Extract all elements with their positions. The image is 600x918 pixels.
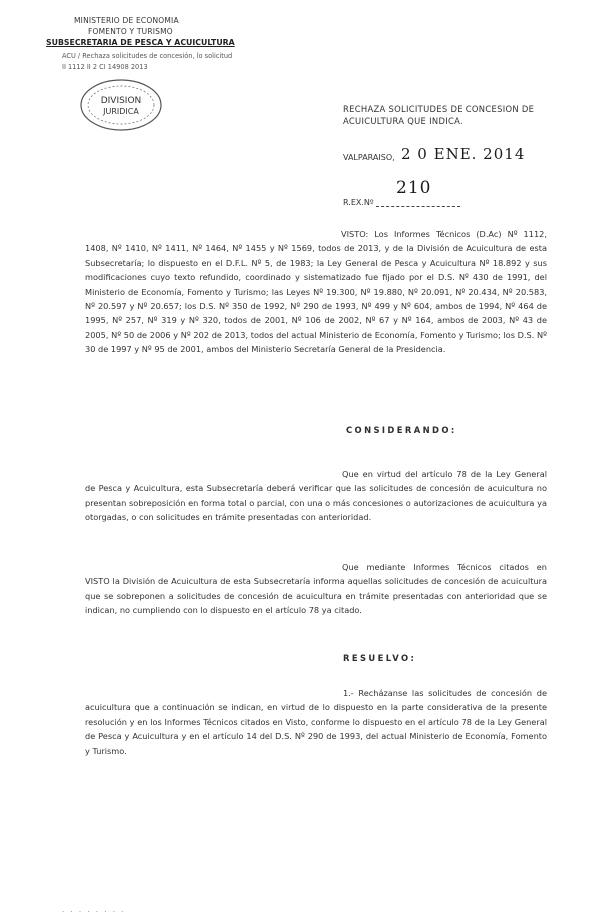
subsecretaria-title: SUBSECRETARIA DE PESCA Y ACUICULTURA [46,38,235,47]
resolution-number: 210 [396,178,432,198]
ministry-line-2: FOMENTO Y TURISMO [88,27,173,36]
considerando-2-rest: VISTO la División de Acuicultura de esta Subsecretaría informa aquellas solicitudes de concesión de acuicultura que se sobreponen a solicitudes de concesión de acuicultura en trámite presentadas con anterioridad que se indican, no cumpliendo con lo dispuesto en el artículo 78 ya citado. [85,576,547,616]
ministry-line: MINISTERIO DE ECONOMIA [74,16,179,25]
resuelvo-heading: RESUELVO: [343,653,417,663]
resuelvo-1 [85,686,547,758]
city-label: VALPARAISO, [343,153,395,162]
considerando-1 [85,467,547,525]
resolution-underline [376,206,460,207]
stamp-line-1: DIVISION [100,96,142,106]
considerando-1-rest: General de Pesca y Acuicultura, esta Subsecretaría deberá verificar que las solicitudes de concesión de acuicultura no presentan sobreposición en forma total o parcial, con una o más concesiones o autorizaciones de acuicultura ya otorgadas, o con solicitudes en trámite presentadas con anterioridad. [85,469,547,523]
stamp-graphic [78,78,164,132]
reference-line-2: II 1112 II 2 CI 14908 2013 [62,63,148,71]
reference-line-1: ACU / Rechaza solicitudes de concesión, lo solicitud [62,52,233,60]
considerando-1-start: Que en virtud del artículo 78 de la Ley [342,469,511,479]
resuelvo-1-start: 1.- Recházanse las solicitudes de concesión [343,688,533,698]
resuelvo-1-rest: de acuicultura que a continuación se indican, en virtud de lo dispuesto en la parte considerativa de la presente resolución y en los Informes Técnicos citados en Visto, conforme lo dispuesto en el artículo 78 de la Ley General de Pesca y Acuicultura y en el artículo 14 del D.S. Nº 290 de 1993, del actual Ministerio de Economía, Fomento y Turismo. [85,688,548,756]
visto-paragraph: VISTO: Los Informes Técnicos (D.Ac) Nº 1112, 1408, Nº 1410, Nº 1411, Nº 1464, Nº 1455 y Nº 1569, todos de 2013, y de la División de Acuicultura de esta Subsecretaría; lo dispuesto en el D.F.L. Nº 5, de 1983; la Ley General de Pesca y Acuicultura Nº 18.892 y sus modificaciones cuyo texto refundido, coordinado y sistematizado fue fijado por el D.S. Nº 430 de 1991, del Ministerio de Economía, Fomento y Turismo; las Leyes Nº 19.300, Nº 19.880, Nº 20.091, Nº 20.434, Nº 20.583, Nº 20.597 y Nº 20.657; los D.S. Nº 350 de 1992, Nº 290 de 1993, Nº 499 y Nº 604, ambos de 1994, Nº 464 de 1995, Nº 257, Nº 319 y Nº 320, todos de 2001, Nº 106 de 2002, Nº 67 y Nº 164, ambos de 2003, Nº 43 de 2005, Nº 50 de 2006 y Nº 202 de 2013, todos del actual Ministerio de Economía, Fomento y Turismo; los D.S. Nº 30 de 1997 y Nº 95 de 2001, ambos del Ministerio Secretaría General de la Presidencia. [85,229,547,355]
document-title: RECHAZA SOLICITUDES DE CONCESION DE ACUICULTURA QUE INDICA. [343,104,535,126]
resolution-label: R.EX.Nº [343,198,374,207]
considerando-2 [85,560,547,618]
considerando-heading: CONSIDERANDO: [346,425,457,435]
stamp-line-2: JURIDICA [103,107,139,116]
division-juridica-stamp [78,78,164,132]
footer-scan-marks: · · · · · · · · [62,908,126,916]
considerando-2-start: Que mediante Informes Técnicos citados en [342,562,547,572]
issue-date: 2 0 ENE. 2014 [401,145,526,163]
